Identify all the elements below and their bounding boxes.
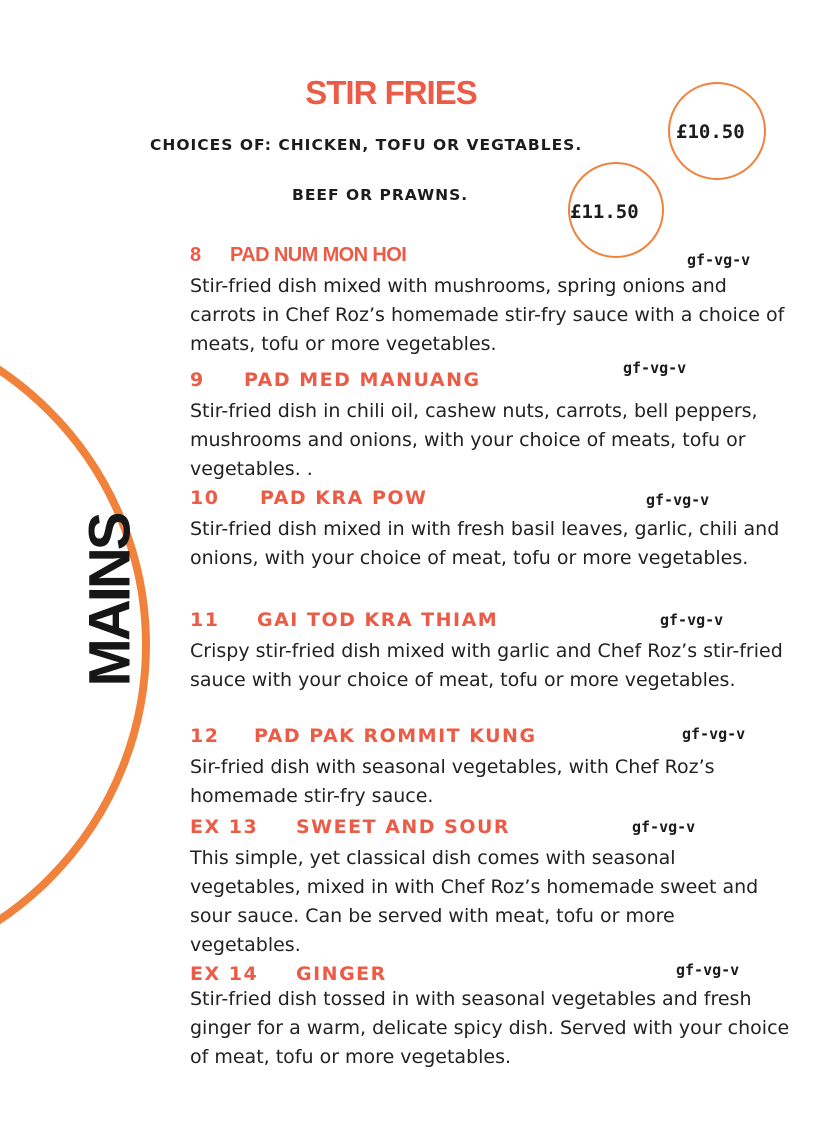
menu-item-header xyxy=(190,609,790,637)
menu-item-header xyxy=(190,487,790,515)
menu-item-description: Stir-fried dish tossed in with seasonal vegetables and fresh ginger for a warm, delicate spicy dish. Served with your choice of meat, tofu or more vegetables. xyxy=(190,988,790,1068)
section-tab xyxy=(77,514,143,686)
menu-item-name: GAI TOD KRA THIAM xyxy=(257,609,499,631)
menu-item-description: This simple, yet classical dish comes with seasonal vegetables, mixed in with Chef Roz’s homemade sweet and sour sauce. Can be served with meat, tofu or more vegetables. xyxy=(190,847,759,956)
menu-item-description: Sir-fried dish with seasonal vegetables, with Chef Roz’s homemade stir-fry sauce. xyxy=(190,756,715,807)
premium-choices-line: BEEF OR PRAWNS. xyxy=(292,186,469,204)
diet-tags: gf-vg-v xyxy=(676,961,740,979)
menu-item-name: PAD MED MANUANG xyxy=(244,369,481,391)
premium-price: £11.50 xyxy=(570,201,639,223)
diet-tags: gf-vg-v xyxy=(623,359,687,377)
menu-item-description: Crispy stir-fried dish mixed with garlic and Chef Roz’s stir-fried sauce with your choice of meat, tofu or more vegetables. xyxy=(190,640,783,691)
standard-price: £10.50 xyxy=(676,121,745,143)
menu-item-number: 10 xyxy=(190,487,220,509)
menu-item-header xyxy=(190,963,790,985)
menu-item xyxy=(190,725,790,811)
menu-item-header xyxy=(190,244,790,272)
diet-tags: gf-vg-v xyxy=(632,818,696,836)
diet-tags: gf-vg-v xyxy=(646,491,710,509)
diet-tags: gf-vg-v xyxy=(682,725,746,743)
menu-item-number: 8 xyxy=(190,244,201,266)
menu-item-number: EX 14 xyxy=(190,963,259,985)
menu-item xyxy=(190,487,790,573)
menu-item xyxy=(190,244,790,359)
menu-item-name: PAD NUM MON HOI xyxy=(230,244,407,266)
menu-item xyxy=(190,359,790,484)
menu-item-number: EX 13 xyxy=(190,816,259,838)
menu-item-number: 11 xyxy=(190,609,220,631)
menu-item-header xyxy=(190,359,790,397)
page-title: STIR FRIES xyxy=(305,74,477,111)
menu-item-header xyxy=(190,725,790,753)
menu-item-description: Stir-fried dish mixed in with fresh basil leaves, garlic, chili and onions, with your choice of meat, tofu or more vegetables. xyxy=(190,518,780,569)
standard-price-badge xyxy=(668,82,766,180)
menu-item-name: PAD KRA POW xyxy=(260,487,428,509)
diet-tags: gf-vg-v xyxy=(687,251,751,269)
menu-item-number: 9 xyxy=(190,369,205,391)
choices-line: CHOICES OF: CHICKEN, TOFU OR VEGTABLES. xyxy=(150,136,583,154)
menu-item-header xyxy=(190,816,790,844)
menu-item-name: SWEET AND SOUR xyxy=(296,816,511,838)
diet-tags: gf-vg-v xyxy=(660,611,724,629)
section-tab-label: MAINS xyxy=(77,514,143,686)
menu-item-name: PAD PAK ROMMIT KUNG xyxy=(254,725,537,747)
menu-item xyxy=(190,609,790,695)
menu-item-description: Stir-fried dish in chili oil, cashew nuts, carrots, bell peppers, mushrooms and onions, with your choice of meats, tofu or vegetables. . xyxy=(190,400,758,480)
menu-item-name: GINGER xyxy=(296,963,387,985)
menu-item-number: 12 xyxy=(190,725,220,747)
menu-item xyxy=(190,816,790,960)
menu-item-description: Stir-fried dish mixed with mushrooms, spring onions and carrots in Chef Roz’s homemade stir-fry sauce with a choice of meats, tofu or more vegetables. xyxy=(190,275,785,355)
menu-item xyxy=(190,963,790,1072)
